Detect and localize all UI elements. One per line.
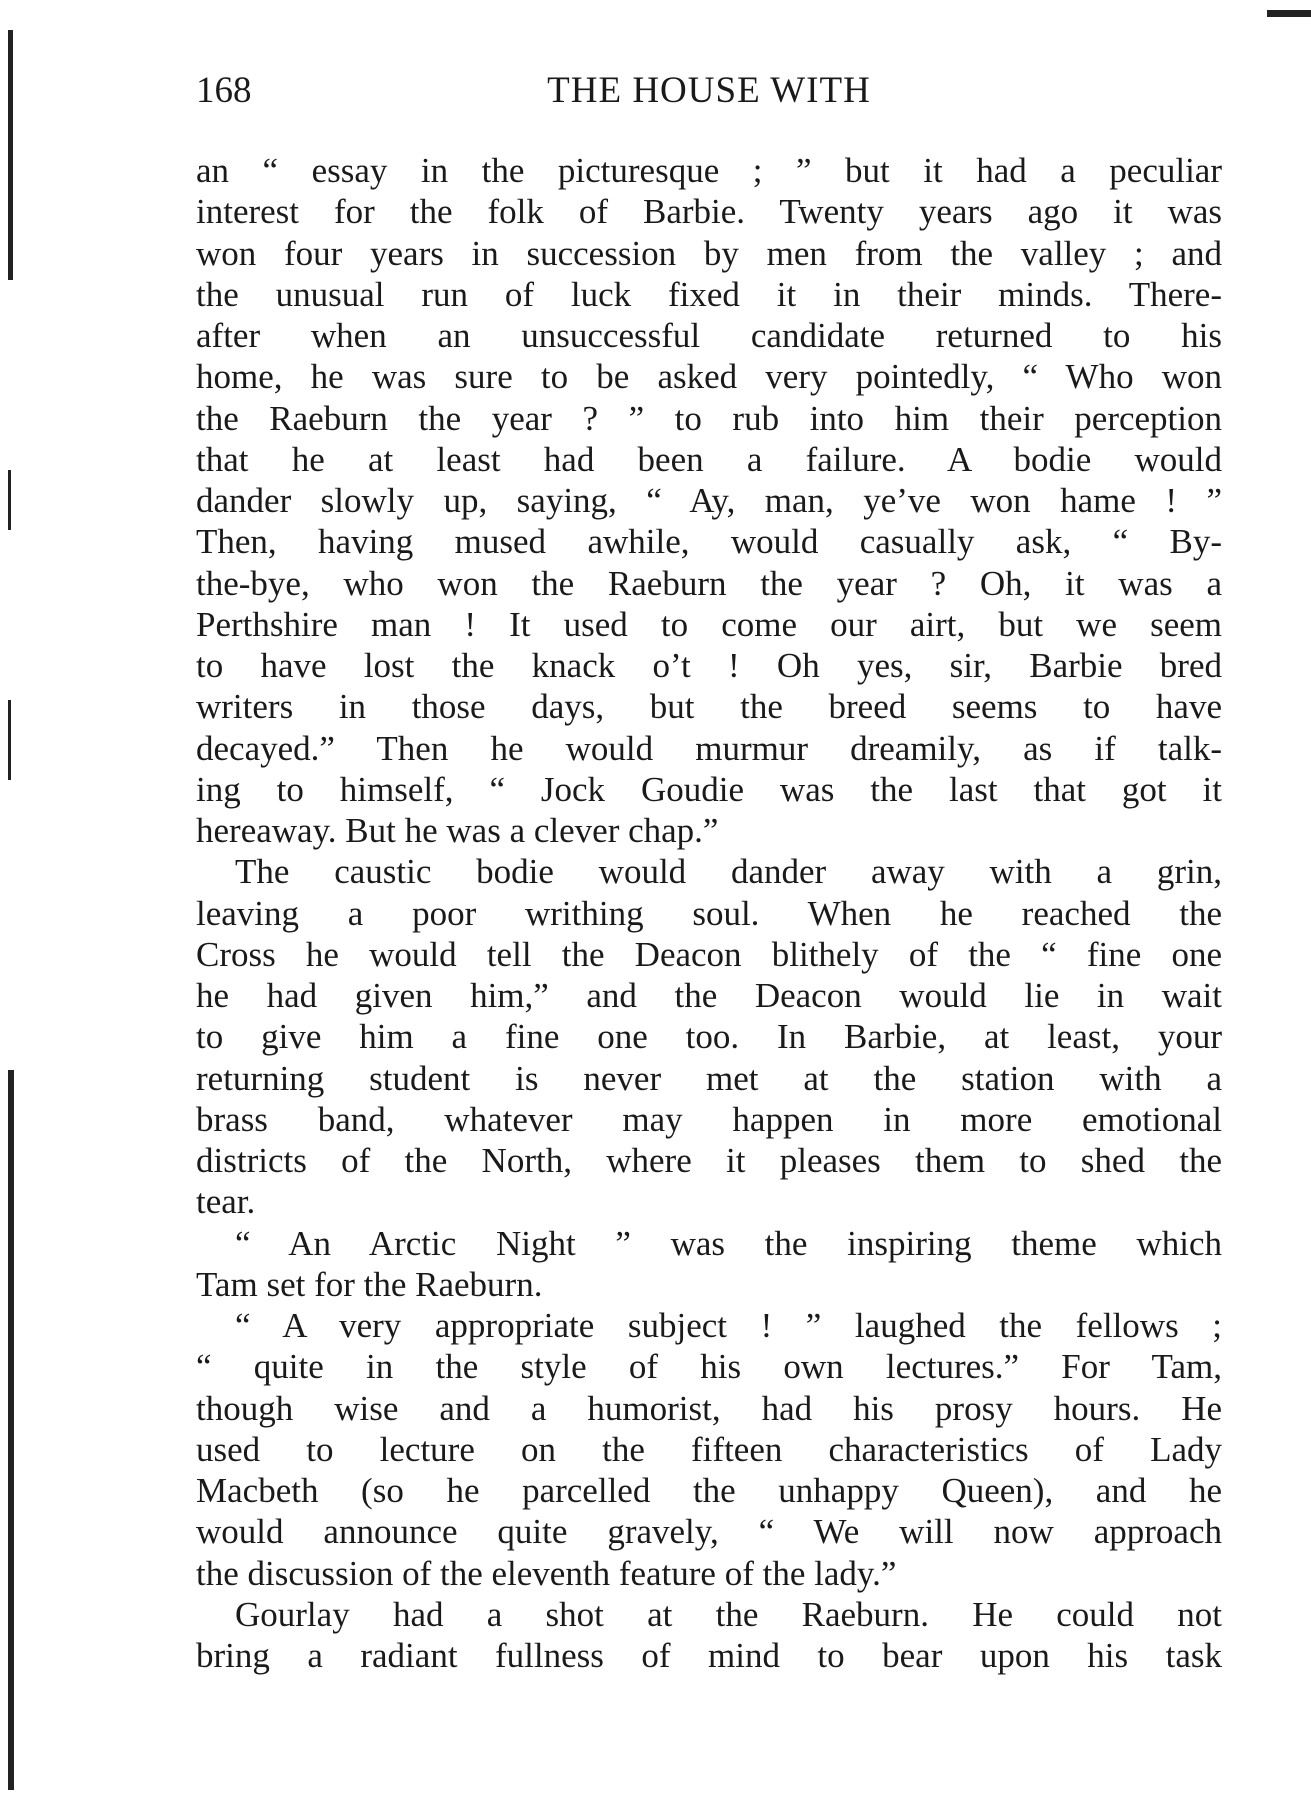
text-line: the discussion of the eleventh feature of the lady.” (196, 1553, 897, 1593)
text-line: “ quite in the style of his own lectures.” For Tam, (196, 1347, 1222, 1387)
text-line: returning student is never met at the station with a (196, 1058, 1222, 1098)
scan-edge-mark-mid (8, 700, 11, 780)
text-line: tear. (196, 1182, 256, 1222)
text-line: “ An Arctic Night ” was the inspiring theme which (235, 1223, 1222, 1263)
text-line: the Raeburn the year ? ” to rub into him their perception (196, 398, 1222, 438)
text-line: ing to himself, “ Jock Goudie was the last that got it (196, 769, 1222, 809)
text-line: the unusual run of luck fixed it in their minds. There- (196, 274, 1222, 314)
text-line: won four years in succession by men from the valley ; and (196, 233, 1222, 273)
text-line: the-bye, who won the Raeburn the year ? Oh, it was a (196, 563, 1222, 603)
page-number: 168 (196, 70, 252, 111)
text-line: leaving a poor writhing soul. When he reached the (196, 893, 1222, 933)
text-line: “ A very appropriate subject ! ” laughed the fellows ; (235, 1306, 1222, 1345)
text-line: Cross he would tell the Deacon blithely of the “ fine one (196, 934, 1222, 974)
text-line: bring a radiant fullness of mind to bear upon his task (196, 1636, 1222, 1675)
text-line: hereaway. But he was a clever chap.” (196, 811, 719, 850)
text-line: decayed.” Then he would murmur dreamily, as if talk- (196, 728, 1222, 768)
text-line: writers in those days, but the breed seems to have (196, 687, 1222, 727)
text-line: Perthshire man ! It used to come our airt, but we seem (196, 604, 1222, 644)
scan-edge-mark-bottom (8, 1070, 14, 1790)
text-line: to have lost the knack o’t ! Oh yes, sir, Barbie bred (196, 646, 1222, 685)
text-line: dander slowly up, saying, “ Ay, man, ye’ve won hame ! ” (196, 481, 1222, 520)
scan-edge-mark-small (8, 470, 11, 530)
text-line: after when an unsuccessful candidate returned to his (196, 316, 1222, 355)
text-line: Tam set for the Raeburn. (196, 1264, 543, 1304)
text-line: Then, having mused awhile, would casually ask, “ By- (196, 522, 1222, 562)
text-line: districts of the North, where it pleases them to shed the (196, 1141, 1222, 1180)
text-line: The caustic bodie would dander away with a grin, (235, 852, 1222, 892)
text-line: home, he was sure to be asked very pointedly, “ Who won (196, 357, 1222, 397)
page-header (196, 66, 1222, 116)
text-line: would announce quite gravely, “ We will now approach (196, 1512, 1222, 1552)
text-line: Gourlay had a shot at the Raeburn. He could not (235, 1594, 1222, 1634)
text-line: to give him a fine one too. In Barbie, at least, your (196, 1017, 1222, 1057)
scan-corner-mark (1267, 10, 1311, 17)
running-head: THE HOUSE WITH (547, 70, 871, 111)
text-line: an “ essay in the picturesque ; ” but it had a peculiar (196, 151, 1222, 190)
text-line: that he at least had been a failure. A bodie would (196, 439, 1222, 479)
text-line: though wise and a humorist, had his prosy hours. He (196, 1388, 1222, 1428)
text-line: used to lecture on the fifteen characteristics of Lady (196, 1429, 1222, 1469)
body-text (196, 150, 1222, 1676)
text-line: brass band, whatever may happen in more emotional (196, 1099, 1222, 1139)
scan-edge-mark-top (8, 30, 13, 280)
text-line: he had given him,” and the Deacon would lie in wait (196, 976, 1222, 1015)
text-line: Macbeth (so he parcelled the unhappy Queen), and he (196, 1471, 1222, 1510)
text-line: interest for the folk of Barbie. Twenty years ago it was (196, 192, 1222, 232)
